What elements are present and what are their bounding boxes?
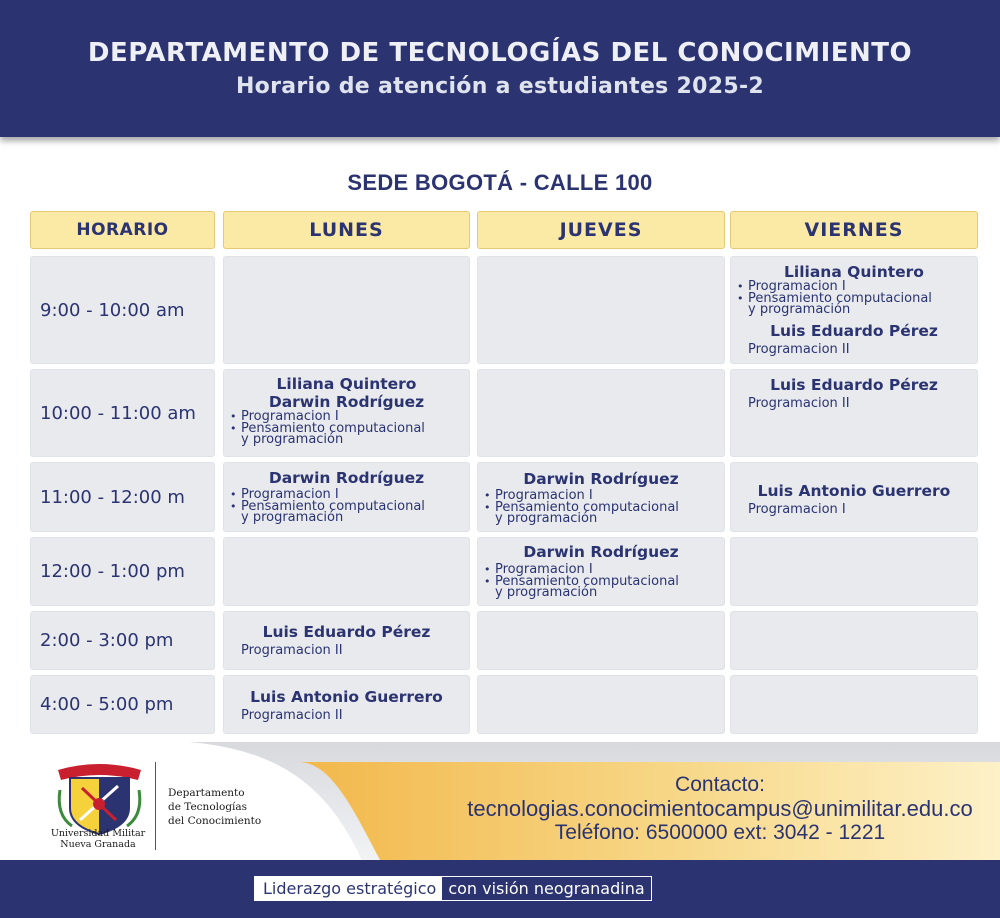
schedule-cell-viernes-2 (730, 611, 978, 670)
course-item: • Pensamiento computacional (483, 502, 724, 514)
department-name-line1: Departamento (168, 787, 245, 799)
schedule-cell-jueves-10 (477, 369, 725, 457)
course-item: Programacion II (748, 342, 850, 357)
course-item: • Pensamiento computacional (483, 576, 724, 588)
column-header-horario: HORARIO (30, 211, 215, 249)
time-cell: 11:00 - 12:00 m (30, 462, 215, 532)
professor-name: Darwin Rodríguez (268, 469, 425, 487)
schedule-cell-jueves-9 (477, 256, 725, 364)
professor-name: Liliana Quintero (784, 263, 924, 281)
course-item-continued: y programación (241, 432, 344, 447)
university-name (48, 828, 148, 850)
department-name-line2: de Tecnologías (168, 801, 248, 813)
professor-name: Luis Eduardo Pérez (770, 376, 938, 394)
slogan-part2: con visión neogranadina (448, 879, 645, 898)
schedule-cell-viernes-11 (730, 462, 978, 532)
professor-name: Liliana Quintero (276, 375, 417, 393)
schedule-cell-lunes-2 (223, 611, 470, 670)
professor-name: Darwin Rodríguez (523, 470, 679, 488)
course-item: • Programacion I (483, 564, 724, 576)
course-item-continued: y programación (241, 510, 344, 525)
schedule-cell-lunes-12 (223, 537, 470, 606)
course-item: • Programacion I (483, 490, 724, 502)
schedule-cell-viernes-9 (730, 256, 978, 364)
schedule-cell-jueves-2 (477, 611, 725, 670)
time-cell: 2:00 - 3:00 pm (30, 611, 215, 670)
time-cell: 10:00 - 11:00 am (30, 369, 215, 457)
department-name-line3: del Conocimiento (168, 815, 262, 827)
professor-name: Luis Antonio Guerrero (757, 482, 951, 500)
header-banner (0, 0, 1000, 137)
schedule-cell-viernes-4 (730, 675, 978, 734)
column-header-jueves: JUEVES (477, 211, 725, 249)
university-name-line2: Nueva Granada (60, 839, 136, 850)
contact-phone: Teléfono: 6500000 ext: 3042 - 1221 (554, 821, 886, 844)
professor-name: Darwin Rodríguez (268, 393, 425, 411)
course-item: • Pensamiento computacional (229, 501, 469, 513)
schedule-cell-jueves-11 (477, 462, 725, 532)
slogan (254, 876, 652, 901)
course-item: • Pensamiento computacional (736, 293, 977, 305)
professor-name: Luis Antonio Guerrero (250, 688, 443, 706)
course-list (478, 564, 724, 599)
schedule-cell-jueves-4 (477, 675, 725, 734)
professor-name: Luis Eduardo Pérez (262, 623, 431, 641)
university-name-line1: Universidad Militar (50, 828, 146, 839)
schedule-cell-lunes-9 (223, 256, 470, 364)
footer-divider (155, 762, 156, 850)
schedule-cell-viernes-12 (730, 537, 978, 606)
course-item: • Programacion I (229, 411, 469, 423)
course-list (224, 411, 469, 446)
column-header-viernes: VIERNES (730, 211, 978, 249)
course-item: • Programacion I (229, 489, 469, 501)
contact-label: Contacto: (675, 773, 765, 796)
course-list (224, 489, 469, 524)
course-item: • Pensamiento computacional (229, 423, 469, 435)
schedule-cell-jueves-12 (477, 537, 725, 606)
professor-name: Luis Eduardo Pérez (770, 322, 938, 340)
department-name (168, 786, 261, 828)
course-item-continued: y programación (495, 585, 598, 600)
schedule-cell-lunes-11 (223, 462, 470, 532)
time-cell: 12:00 - 1:00 pm (30, 537, 215, 606)
course-item-continued: y programación (748, 302, 851, 317)
contact-email-link[interactable]: tecnologias.conocimientocampus@unimilitar.edu.co (467, 796, 973, 821)
contact-block (440, 773, 1000, 845)
column-header-lunes: LUNES (223, 211, 470, 249)
professor-name: Darwin Rodríguez (523, 543, 679, 561)
course-item: • Programacion I (736, 281, 977, 293)
page-title: DEPARTAMENTO DE TECNOLOGÍAS DEL CONOCIMIENTO (87, 38, 913, 68)
campus-title: SEDE BOGOTÁ - CALLE 100 (347, 170, 653, 195)
course-list (478, 490, 724, 525)
schedule-cell-lunes-4 (223, 675, 470, 734)
course-list (731, 281, 977, 316)
schedule-cell-viernes-10 (730, 369, 978, 457)
slogan-part1: Liderazgo estratégico (255, 877, 442, 900)
course-item: Programacion II (241, 708, 343, 723)
course-item: Programacion I (748, 502, 846, 517)
course-item: Programacion II (748, 396, 850, 411)
time-cell: 4:00 - 5:00 pm (30, 675, 215, 734)
course-item-continued: y programación (495, 511, 598, 526)
schedule-cell-lunes-10 (223, 369, 470, 457)
page-subtitle: Horario de atención a estudiantes 2025-2 (235, 74, 765, 99)
time-cell: 9:00 - 10:00 am (30, 256, 215, 364)
course-item: Programacion II (241, 643, 343, 658)
